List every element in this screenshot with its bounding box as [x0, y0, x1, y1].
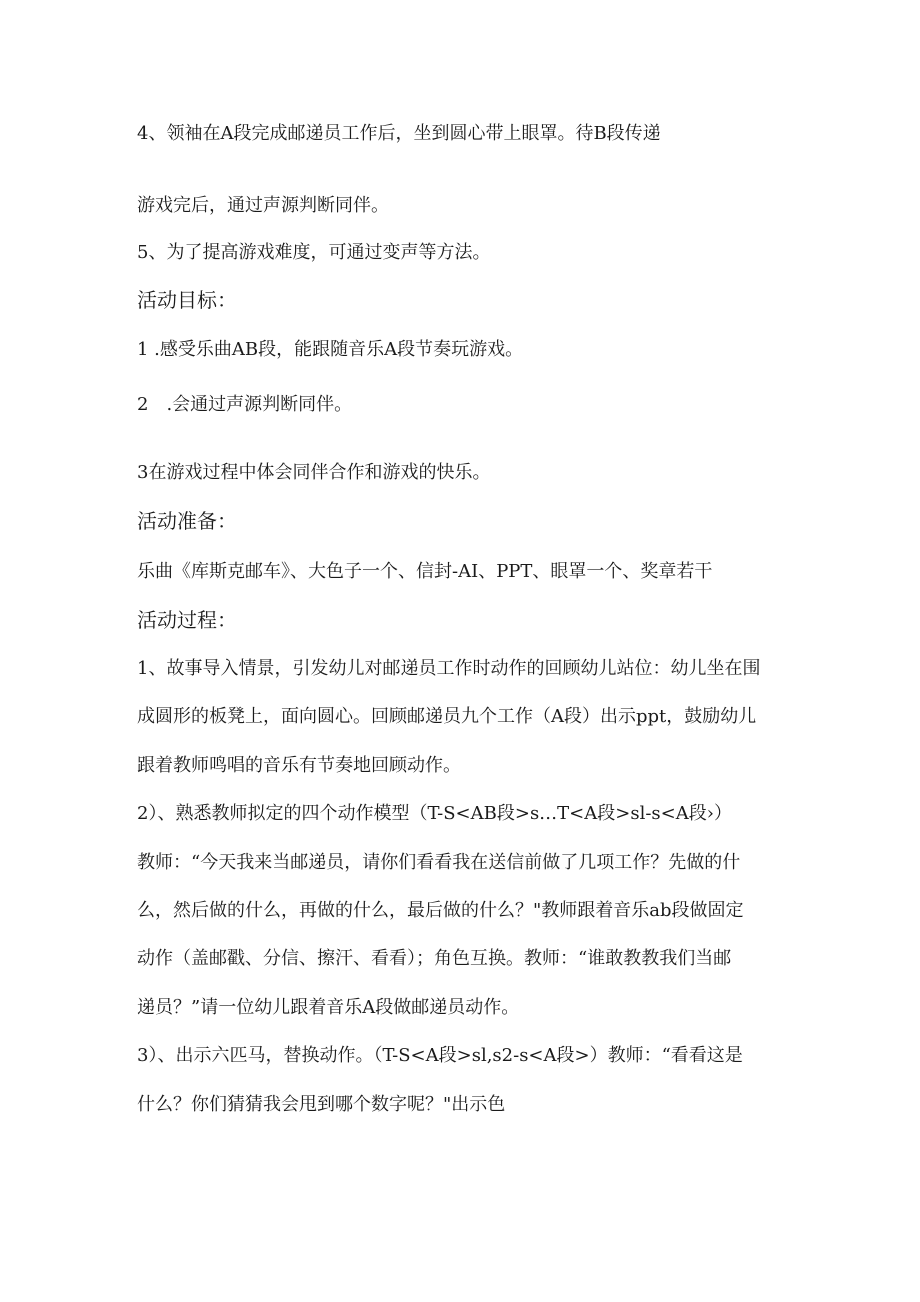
process-step-1-line-3: 跟着教师鸣唱的音乐有节奏地回顾动作。 [137, 755, 461, 776]
process-step-3-line-1: 3）、出示六匹马，替换动作。（T-S<A段>sl,s2-s<A段>）教师：“看看这是 [137, 1045, 743, 1066]
process-step-2-line-4: 递员？”请一位幼儿跟着音乐A段做邮递员动作。 [137, 997, 520, 1018]
process-step-2-title: 2）、熟悉教师拟定的四个动作模型（T-S<AB段>s…T<A段>sl-s<A段›） [137, 803, 732, 824]
paragraph-step-5: 5、为了提高游戏难度，可通过变声等方法。 [137, 242, 491, 263]
section-heading-preparation: 活动准备： [137, 509, 237, 533]
process-step-2-line-3: 动作（盖邮戳、分信、擦汗、看看）；角色互换。教师：“谁敢教教我们当邮 [137, 948, 732, 969]
process-step-1-line-2: 成圆形的板凳上，面向圆心。回顾邮递员九个工作（A段）出示ppt，鼓励幼儿 [137, 706, 757, 727]
section-heading-goals: 活动目标： [137, 288, 237, 312]
goal-item-1: 1 .感受乐曲AB段，能跟随音乐A段节奏玩游戏。 [137, 339, 524, 360]
goal-item-3: 3在游戏过程中体会同伴合作和游戏的快乐。 [137, 462, 491, 483]
process-step-1-line-1: 1、故事导入情景，引发幼儿对邮递员工作时动作的回顾幼儿站位：幼儿坐在围 [137, 658, 761, 679]
goal-item-2: 2 .会通过声源判断同伴。 [137, 394, 353, 415]
preparation-materials: 乐曲《库斯克邮车》、大色子一个、信封-AI、PPT、眼罩一个、奖章若干 [137, 561, 713, 582]
process-step-3-line-2: 什么？你们猜猜我会甩到哪个数字呢？"出示色 [137, 1094, 506, 1115]
paragraph-step-4-line-2: 游戏完后，通过声源判断同伴。 [137, 195, 389, 216]
paragraph-step-4-line-1: 4、领袖在A段完成邮递员工作后，坐到圆心带上眼罩。待B段传递 [137, 123, 661, 144]
process-step-2-line-1: 教师：“今天我来当邮递员，请你们看看我在送信前做了几项工作？先做的什 [137, 852, 741, 873]
section-heading-process: 活动过程： [137, 608, 237, 632]
process-step-2-line-2: 么，然后做的什么，再做的什么，最后做的什么？"教师跟着音乐ab段做固定 [137, 900, 744, 921]
